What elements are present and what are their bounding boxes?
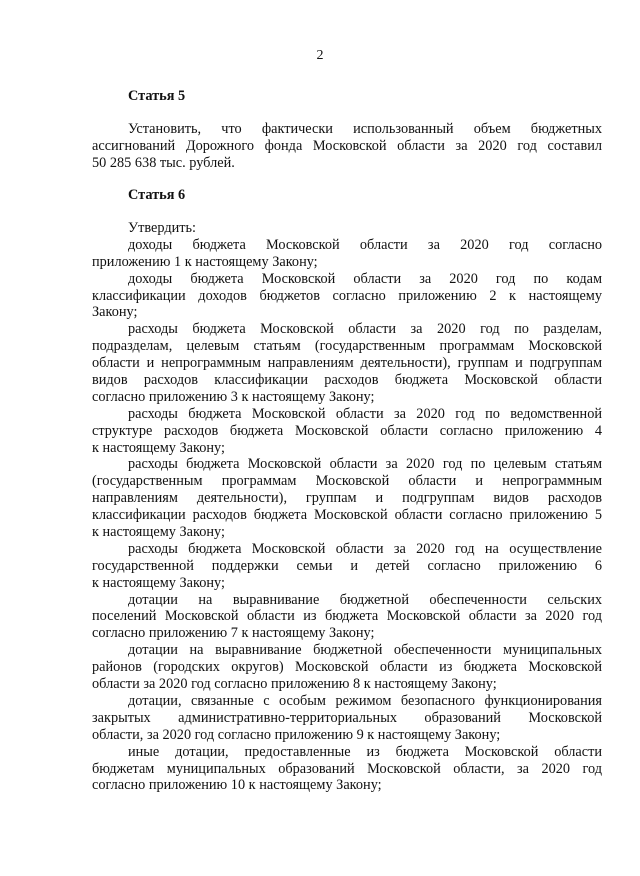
text-line: дотации, связанные с особым режимом безопасного функционирования bbox=[128, 692, 602, 709]
article-5-text bbox=[92, 121, 602, 172]
text-line: согласно приложению 10 к настоящему Закону; bbox=[92, 777, 382, 794]
intro-line: Утвердить: bbox=[128, 220, 197, 236]
text-line: дотации на выравнивание бюджетной обеспеченности сельских bbox=[128, 591, 602, 608]
text-line: классификации доходов бюджетов согласно приложению 2 к настоящему bbox=[92, 287, 602, 304]
text-line: иные дотации, предоставленные из бюджета Московской области bbox=[128, 743, 602, 760]
text-line: к настоящему Закону; bbox=[92, 574, 225, 591]
text-line: расходы бюджета Московской области за 2020 год по разделам, bbox=[128, 321, 602, 338]
text-line: закрытых административно-территориальных образований Московской bbox=[92, 709, 602, 726]
text-line: согласно приложению 3 к настоящему Закону; bbox=[92, 388, 375, 405]
text-line: области, за 2020 год согласно приложению 9 к настоящему Закону; bbox=[92, 726, 501, 743]
text-line: (государственным программам Московской области и непрограммным bbox=[92, 473, 602, 490]
text-line: доходы бюджета Московской области за 2020 год согласно bbox=[128, 236, 602, 253]
text-line: направлениям деятельности), группам и подгруппам видов расходов bbox=[92, 490, 602, 507]
text-line: расходы бюджета Московской области за 2020 год на осуществление bbox=[128, 540, 602, 557]
text-line: дотации на выравнивание бюджетной обеспеченности муниципальных bbox=[128, 642, 602, 659]
text-line: расходы бюджета Московской области за 2020 год по целевым статьям bbox=[128, 456, 602, 473]
page-number: 2 bbox=[316, 48, 324, 63]
text-line: области за 2020 год согласно приложению 8 к настоящему Закону; bbox=[92, 676, 497, 693]
article-5-heading: Статья 5 bbox=[128, 88, 186, 104]
text-line: доходы бюджета Московской области за 2020 год по кодам bbox=[128, 270, 602, 287]
text-line: области и непрограммным направлениям деятельности), группам и подгруппам bbox=[92, 355, 602, 372]
text-line: поселений Московской области из бюджета Московской области за 2020 год bbox=[92, 608, 602, 625]
text-line: 50 285 638 тыс. рублей. bbox=[92, 154, 235, 171]
text-line: классификации расходов бюджета Московской области согласно приложению 5 bbox=[92, 507, 602, 524]
text-line: к настоящему Закону; bbox=[92, 524, 225, 541]
text-line: бюджетам муниципальных образований Московской области, за 2020 год bbox=[92, 760, 602, 777]
text-line: видов расходов классификации расходов бюджета Московской области bbox=[92, 372, 602, 389]
text-line: государственной поддержки семьи и детей согласно приложению 6 bbox=[92, 557, 602, 574]
text-line: приложению 1 к настоящему Закону; bbox=[92, 253, 318, 270]
article-6-text bbox=[92, 220, 602, 794]
text-line: Установить, что фактически использованный объем бюджетных bbox=[128, 121, 602, 137]
text-line: к настоящему Закону; bbox=[92, 439, 225, 456]
text-line: Закону; bbox=[92, 304, 138, 321]
article-6-heading: Статья 6 bbox=[128, 187, 186, 203]
text-line: структуре расходов бюджета Московской области согласно приложению 4 bbox=[92, 422, 602, 439]
text-line: ассигнований Дорожного фонда Московской области за 2020 год составил bbox=[92, 137, 602, 154]
text-line: районов (городских округов) Московской области из бюджета Московской bbox=[92, 659, 602, 676]
text-line: согласно приложению 7 к настоящему Закону; bbox=[92, 625, 375, 642]
text-line: подразделам, целевым статьям (государственным программам Московской bbox=[92, 338, 602, 355]
text-line: расходы бюджета Московской области за 2020 год по ведомственной bbox=[128, 405, 602, 422]
